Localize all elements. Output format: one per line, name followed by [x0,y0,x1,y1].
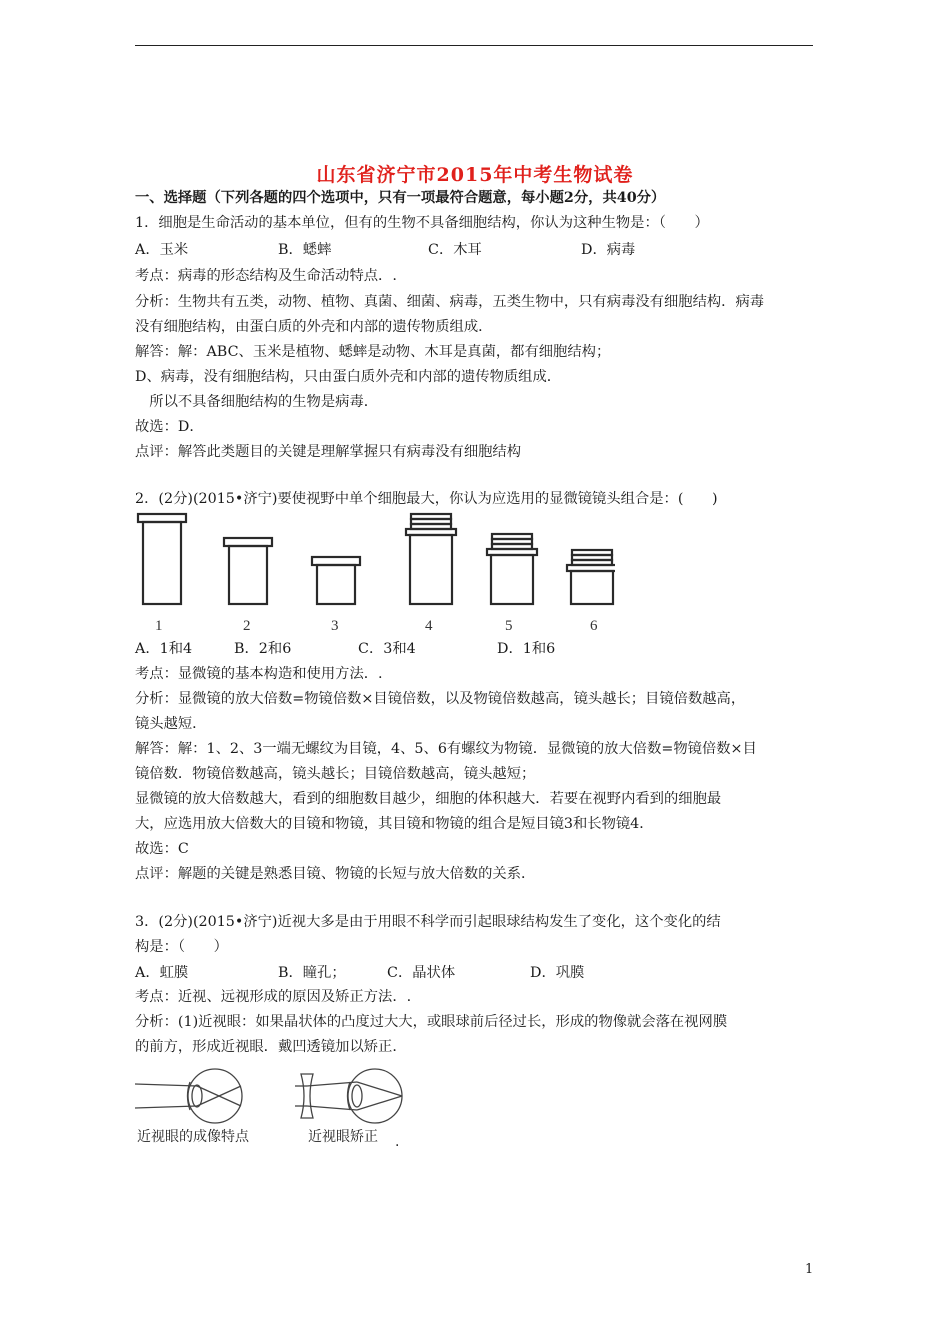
header-rule [135,45,813,46]
fig-label-2: 2 [243,618,251,634]
q1-jieda-line1: 解答：解：ABC、玉米是植物、蟋蟀是动物、木耳是真菌，都有细胞结构； [135,344,611,360]
q2-stem: 2．(2分)(2015•济宁)要使视野中单个细胞最大，你认为应选用的显微镜镜头组合是：( ) [135,491,718,507]
concave-lens [301,1074,313,1118]
fig-label-1: 1 [155,618,163,634]
q2-option-c: C．3和4 [358,641,416,657]
q2-jieda-line4: 大，应选用放大倍数大的目镜和物镜，其目镜和物镜的组合是短目镜3和长物镜4． [135,816,654,832]
lens-2-eyepiece-body [229,546,267,604]
crystalline-lens [352,1085,362,1107]
microscope-lens-figure [135,510,615,610]
q2-dianping: 点评：解题的关键是熟悉目镜、物镜的长短与放大倍数的关系． [135,866,536,882]
lens-6-objective-body [571,571,613,604]
q3-fenxi-line1: 分析：(1)近视眼：如果晶状体的凸度过大大，或眼球前后径过长，形成的物像就会落在视网膜 [135,1014,728,1030]
fig-label-6: 6 [590,618,598,634]
refracted-ray-top [357,1082,402,1096]
q2-fenxi-line2: 镜头越短． [135,716,207,732]
eyeball [348,1069,402,1123]
q2-kaodian: 考点：显微镜的基本构造和使用方法．. [135,666,383,682]
q2-option-d: D．1和6 [497,641,556,657]
q3-fenxi-line2: 的前方，形成近视眼．戴凹透镜加以矫正． [135,1039,407,1055]
q2-jieda-line3: 显微镜的放大倍数越大，看到的细胞数目越少，细胞的体积越大．若要在视野内看到的细胞最 [135,791,722,807]
lens-4-objective-body [410,535,452,604]
section-heading: 一、选择题（下列各题的四个选项中，只有一项最符合题意，每小题2分，共40分） [135,190,666,206]
fig-label-5: 5 [505,618,513,634]
fig-label-3: 3 [331,618,339,634]
caption-myopia-correction: 近视眼矫正 [308,1129,378,1145]
q1-jieda-line3: 所以不具备细胞结构的生物是病毒． [135,394,379,410]
lens-3-eyepiece-body [317,565,355,604]
q2-option-a: A．1和4 [135,641,193,657]
page-number: 1 [805,1262,814,1277]
lens-1-eyepiece-cap [138,514,186,522]
lens-1-eyepiece-body [143,522,181,604]
q3-stem-line2: 构是：（ ） [135,939,228,955]
q3-option-d: D．巩膜 [530,965,585,981]
q3-kaodian: 考点：近视、远视形成的原因及矫正方法．. [135,989,412,1005]
light-ray-top [135,1084,197,1086]
q1-fenxi-line1: 分析：生物共有五类，动物、植物、真菌、细菌、病毒，五类生物中，只有病毒没有细胞结构．病毒 [135,294,765,310]
q1-option-c: C．木耳 [428,242,482,258]
q1-stem: 1．细胞是生命活动的基本单位，但有的生物不具备细胞结构，你认为这种生物是：（ ） [135,215,709,231]
myopia-eye-diagram [135,1066,275,1126]
page-title: 山东省济宁市2015年中考生物试卷 [316,164,634,186]
myopia-correction-diagram [295,1066,435,1126]
q1-option-a: A．玉米 [135,242,189,258]
q1-answer: 故选：D． [135,419,204,435]
q2-jieda-line1: 解答：解：1、2、3一端无螺纹为目镜，4、5、6有螺纹为物镜．显微镜的放大倍数=物镜倍数×目 [135,741,757,757]
refracted-ray-bottom [357,1096,402,1110]
q3-option-c: C．晶状体 [387,965,456,981]
lens-6-objective-threads [572,550,612,565]
light-ray-bottom [135,1106,197,1108]
q2-fenxi-line1: 分析：显微镜的放大倍数=物镜倍数×目镜倍数，以及物镜倍数越高，镜头越长；目镜倍数越高， [135,691,746,707]
fig-label-4: 4 [425,618,433,634]
q1-dianping: 点评：解答此类题目的关键是理解掌握只有病毒没有细胞结构 [135,444,522,460]
lens-3-eyepiece-cap [312,557,360,565]
q2-option-b: B．2和6 [234,641,292,657]
lens-5-objective-body [491,555,533,604]
lens-4-objective-threads [411,514,451,529]
q1-jieda-line2: D、病毒，没有细胞结构，只由蛋白质外壳和内部的遗传物质组成． [135,369,562,385]
q1-fenxi-line2: 没有细胞结构，由蛋白质的外壳和内部的遗传物质组成． [135,319,493,335]
caption-myopia-imaging: 近视眼的成像特点 [137,1129,249,1145]
q3-option-a: A．虹膜 [135,965,189,981]
q1-option-b: B．蟋蟀 [278,242,332,258]
lens-5-objective-threads [492,534,532,549]
eyeball [188,1069,242,1123]
q3-option-b: B．瞳孔； [278,965,346,981]
q3-stem-line1: 3．(2分)(2015•济宁)近视大多是由于用眼不科学而引起眼球结构发生了变化，这个变化的结 [135,914,721,930]
caption-trailing-period: . [395,1134,400,1150]
q1-option-d: D．病毒 [581,242,636,258]
q2-jieda-line2: 镜倍数．物镜倍数越高，镜头越长；目镜倍数越高，镜头越短； [135,766,536,782]
lens-2-eyepiece-cap [224,538,272,546]
q1-kaodian: 考点：病毒的形态结构及生命活动特点．. [135,268,397,284]
q2-answer: 故选：C [135,841,189,857]
